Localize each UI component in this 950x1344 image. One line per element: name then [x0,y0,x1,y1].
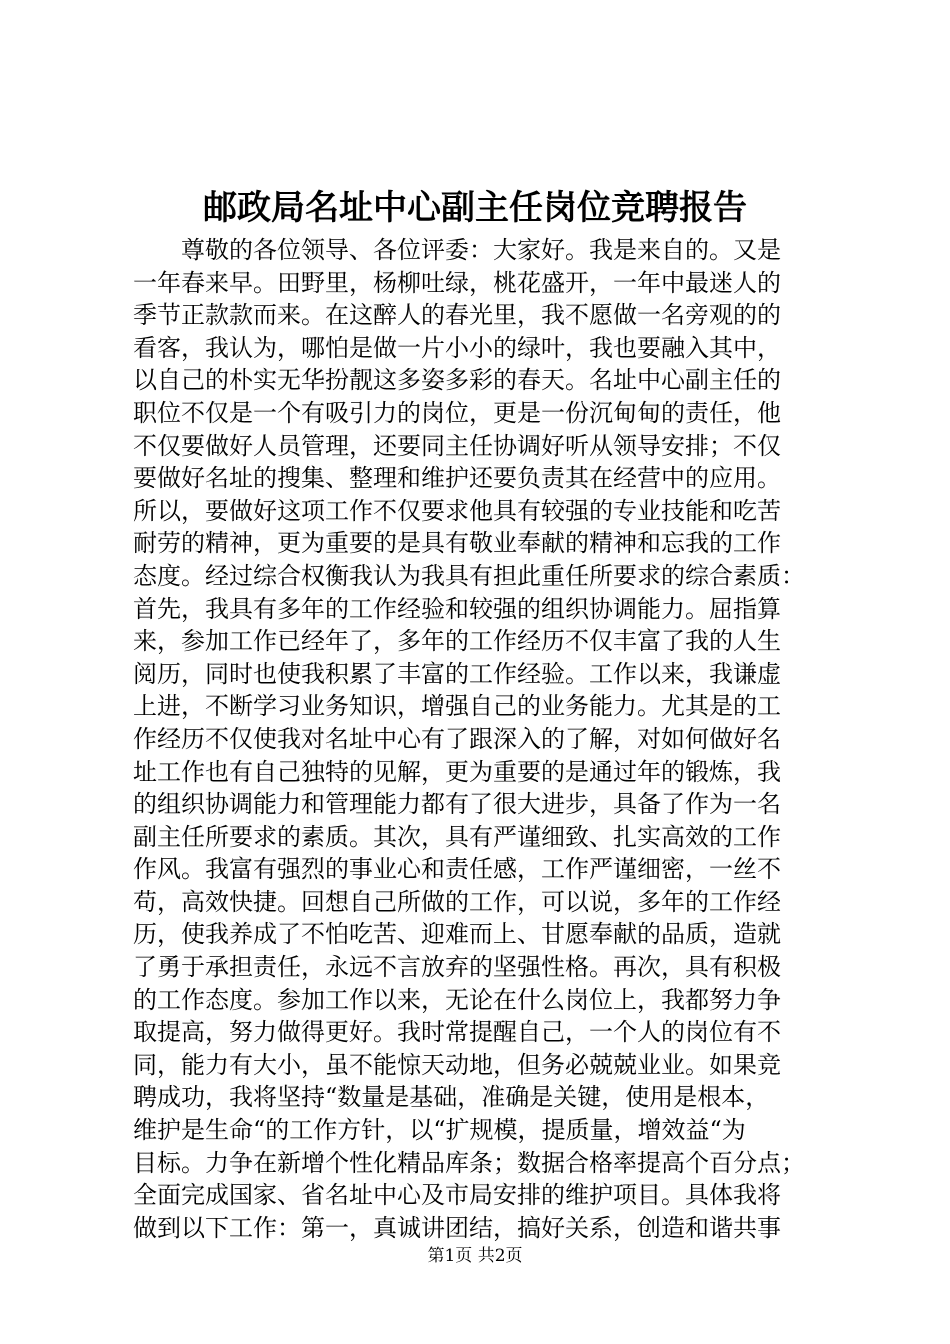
body-line: 苟，高效快捷。回想自己所做的工作，可以说，多年的工作经 [133,887,781,916]
body-line: 尊敬的各位领导、各位评委：大家好。我是来自的。又是 [133,236,781,264]
body-line: 以自己的朴实无华扮靓这多姿多彩的春天。名址中心副主任的 [133,366,781,395]
document-body [133,234,833,1244]
page-number: 第1页 共2页 [427,1246,523,1266]
body-line: 取提高，努力做得更好。我时常提醒自己，一个人的岗位有不 [133,1018,781,1047]
body-line: 同，能力有大小，虽不能惊天动地，但务必兢兢业业。如果竞 [133,1050,781,1079]
body-line: 来，参加工作已经年了，多年的工作经历不仅丰富了我的人生 [133,627,781,656]
body-line: 目标。力争在新增个性化精品库条；数据合格率提高个百分点； [133,1148,805,1177]
body-line: 阅历，同时也使我积累了丰富的工作经验。工作以来，我谦虚 [133,659,781,688]
body-line: 态度。经过综合权衡我认为我具有担此重任所要求的综合素质： [133,561,805,590]
body-line: 聘成功，我将坚持“数量是基础，准确是关键，使用是根本， [133,1083,770,1112]
body-line: 要做好名址的搜集、整理和维护还要负责其在经营中的应用。 [133,464,781,493]
body-line: 一年春来早。田野里，杨柳吐绿，桃花盛开，一年中最迷人的 [133,268,781,297]
body-line: 不仅要做好人员管理，还要同主任协调好听从领导安排；不仅 [133,431,781,460]
body-line: 了勇于承担责任，永远不言放弃的坚强性格。再次，具有积极 [133,953,781,982]
body-line: 首先，我具有多年的工作经验和较强的组织协调能力。屈指算 [133,594,781,623]
body-line: 做到以下工作：第一，真诚讲团结，搞好关系，创造和谐共事 [133,1213,781,1242]
body-line: 季节正款款而来。在这醉人的春光里，我不愿做一名旁观的的 [133,301,781,330]
body-line: 维护是生命“的工作方针，以“扩规模，提质量，增效益“为 [133,1116,746,1145]
body-line: 上进，不断学习业务知识，增强自己的业务能力。尤其是的工 [133,692,781,721]
body-line: 的组织协调能力和管理能力都有了很大进步，具备了作为一名 [133,790,781,819]
body-line: 全面完成国家、省名址中心及市局安排的维护项目。具体我将 [133,1181,781,1210]
body-line: 历，使我养成了不怕吃苦、迎难而上、甘愿奉献的品质，造就 [133,920,781,949]
body-line: 作风。我富有强烈的事业心和责任感，工作严谨细密，一丝不 [133,855,781,884]
body-line: 的工作态度。参加工作以来，无论在什么岗位上，我都努力争 [133,985,781,1014]
body-line: 职位不仅是一个有吸引力的岗位，更是一份沉甸甸的责任，他 [133,398,781,427]
document-title: 邮政局名址中心副主任岗位竞聘报告 [203,188,747,228]
body-line: 耐劳的精神，更为重要的是具有敬业奉献的精神和忘我的工作 [133,529,781,558]
body-line: 所以，要做好这项工作不仅要求他具有较强的专业技能和吃苦 [133,496,781,525]
body-line: 看客，我认为，哪怕是做一片小小的绿叶，我也要融入其中， [133,333,781,362]
body-line: 作经历不仅使我对名址中心有了跟深入的了解，对如何做好名 [133,724,781,753]
body-line: 址工作也有自己独特的见解，更为重要的是通过年的锻炼，我 [133,757,781,786]
body-line: 副主任所要求的素质。其次，具有严谨细致、扎实高效的工作 [133,822,781,851]
